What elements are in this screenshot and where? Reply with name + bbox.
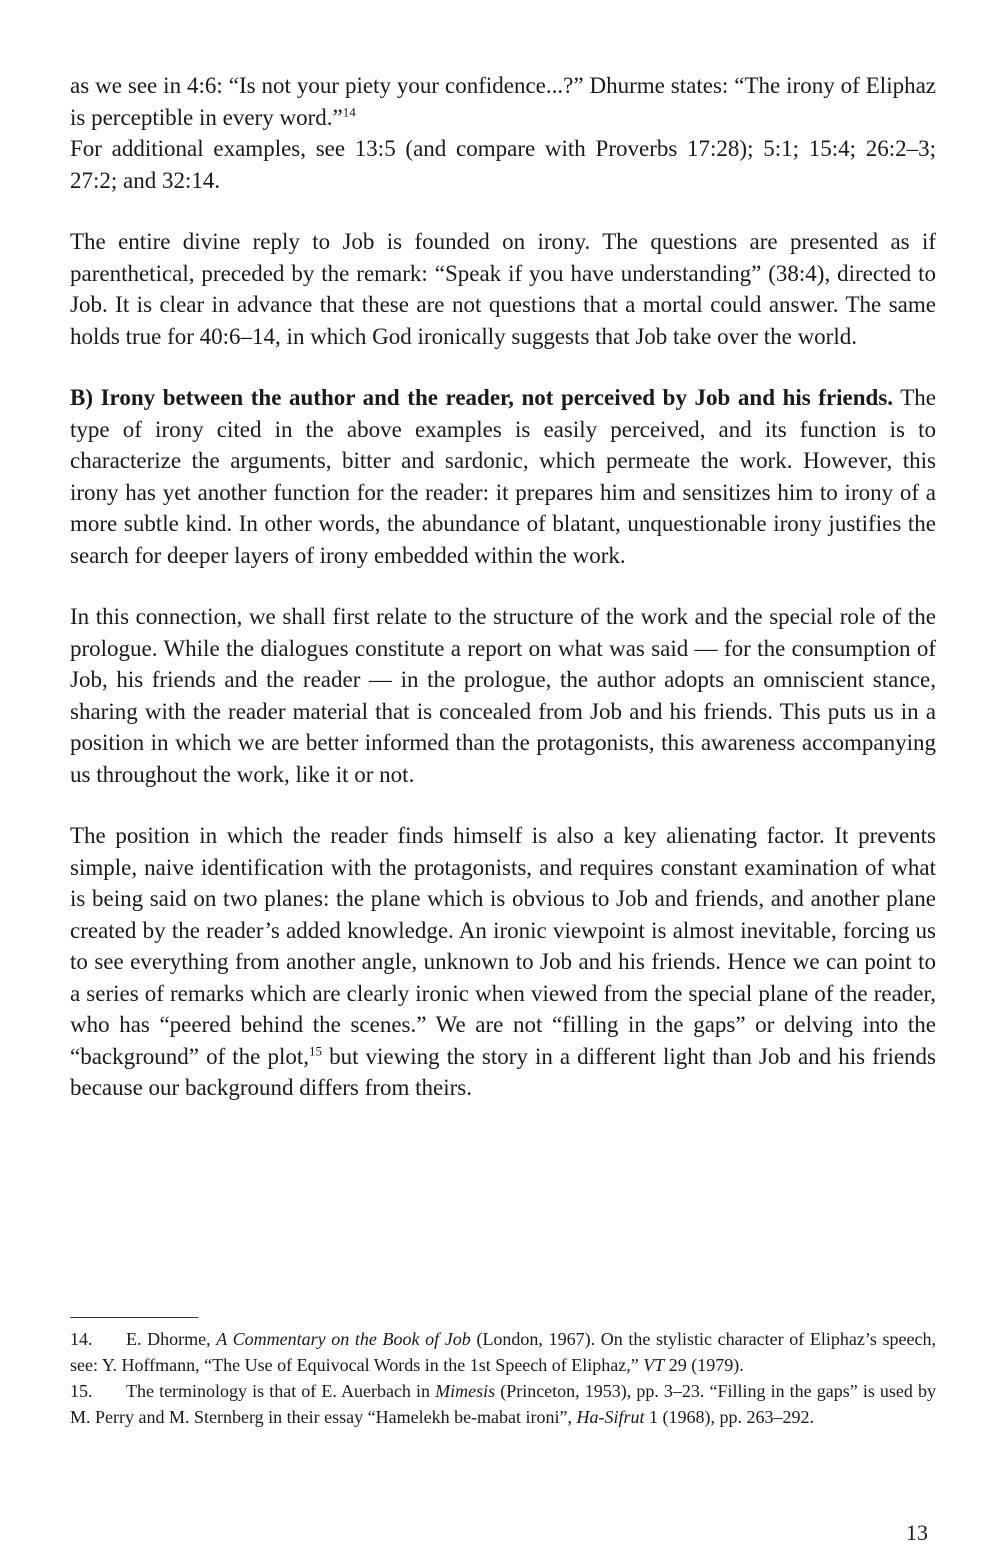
footnote-14 bbox=[70, 1326, 936, 1378]
paragraph-3: The entire divine reply to Job is founded on irony. The questions are presented as if parenthetical, preceded by the remark: “Speak if you have understanding” (38:4), directed to Job. It is clear in advance that these are not questions that a mortal could answer. The same holds true for 40:6–14, in which God ironically suggests that Job take over the world. bbox=[70, 229, 936, 349]
footnote-book-title: Mimesis bbox=[435, 1381, 496, 1401]
footnote-text: E. Dhorme, bbox=[126, 1329, 217, 1349]
page-number: 13 bbox=[906, 1520, 928, 1545]
footnote-text: (London, 1967). On the stylistic character of Eliphaz’s speech, see: Y. Hoffmann, “The Use of Equivocal Words in the 1st Speech of Eliphaz,” bbox=[70, 1329, 936, 1375]
footnote-number: 14. bbox=[70, 1329, 93, 1349]
footnote-journal-title: VT bbox=[643, 1355, 665, 1375]
footnote-text: 29 (1979). bbox=[664, 1355, 744, 1375]
footnote-15 bbox=[70, 1378, 936, 1430]
paragraph-2: For additional examples, see 13:5 (and compare with Proverbs 17:28); 5:1; 15:4; 26:2–3; 27:2; and 32:14. bbox=[70, 136, 936, 193]
footnote-ref-14[interactable]: 14 bbox=[342, 103, 356, 119]
main-text bbox=[70, 70, 936, 1104]
footnote-book-title: A Commentary on the Book of Job bbox=[216, 1329, 471, 1349]
paragraph-4 bbox=[70, 382, 936, 571]
footnotes bbox=[70, 1326, 936, 1430]
paragraph-6 bbox=[70, 820, 936, 1104]
section-heading-b: B) Irony between the author and the reader, not perceived by Job and his friends. bbox=[70, 385, 894, 410]
footnote-text: (Princeton, 1953), pp. 3–23. “Filling in the gaps” is used by M. Perry and M. Sternberg in their essay “Hamelekh be-mabat ironi”, bbox=[70, 1381, 936, 1427]
footnote-ref-15[interactable]: 15 bbox=[309, 1042, 322, 1058]
paragraph-6-text-a: The position in which the reader finds himself is also a key alienating factor. It prevents simple, naive identification with the protagonists, and requires constant examination of what is being said on two planes: the plane which is obvious to Job and friends, and another plane created by the reader’s added knowledge. An ironic viewpoint is almost inevitable, forcing us to see everything from another angle, unknown to Job and his friends. Hence we can point to a series of remarks which are clearly ironic when viewed from the special plane of the reader, who has “peered behind the scenes.” We are not “filling in the gaps” or delving into the “background” of the plot, bbox=[70, 823, 936, 1069]
footnote-journal-title: Ha-Sifrut bbox=[576, 1407, 645, 1427]
paragraph-1 bbox=[70, 70, 936, 133]
paragraph-6-text-b: but viewing the story in a different light than Job and his friends because our background differs from theirs. bbox=[70, 1043, 936, 1100]
footnote-number: 15. bbox=[70, 1381, 93, 1401]
footnote-divider bbox=[70, 1317, 198, 1318]
paragraph-1-text: as we see in 4:6: “Is not your piety your confidence...?” Dhurme states: “The irony of Eliphaz is perceptible in every word.” bbox=[70, 73, 936, 130]
footnote-text: 1 (1968), pp. 263–292. bbox=[644, 1407, 815, 1427]
paragraph-5: In this connection, we shall first relate to the structure of the work and the special role of the prologue. While the dialogues constitute a report on what was said — for the consumption of Job, his friends and the reader — in the prologue, the author adopts an omniscient stance, sharing with the reader material that is concealed from Job and his friends. This puts us in a position in which we are better informed than the protagonists, this awareness accompanying us throughout the work, like it or not. bbox=[70, 604, 936, 787]
paragraph-4-text: The type of irony cited in the above examples is easily perceived, and its function is to characterize the arguments, bitter and sardonic, which permeate the work. However, this irony has yet another function for the reader: it prepares him and sensitizes him to irony of a more subtle kind. In other words, the abundance of blatant, unquestionable irony justifies the search for deeper layers of irony embedded within the work. bbox=[70, 385, 936, 568]
footnote-text: The terminology is that of E. Auerbach in bbox=[126, 1381, 436, 1401]
